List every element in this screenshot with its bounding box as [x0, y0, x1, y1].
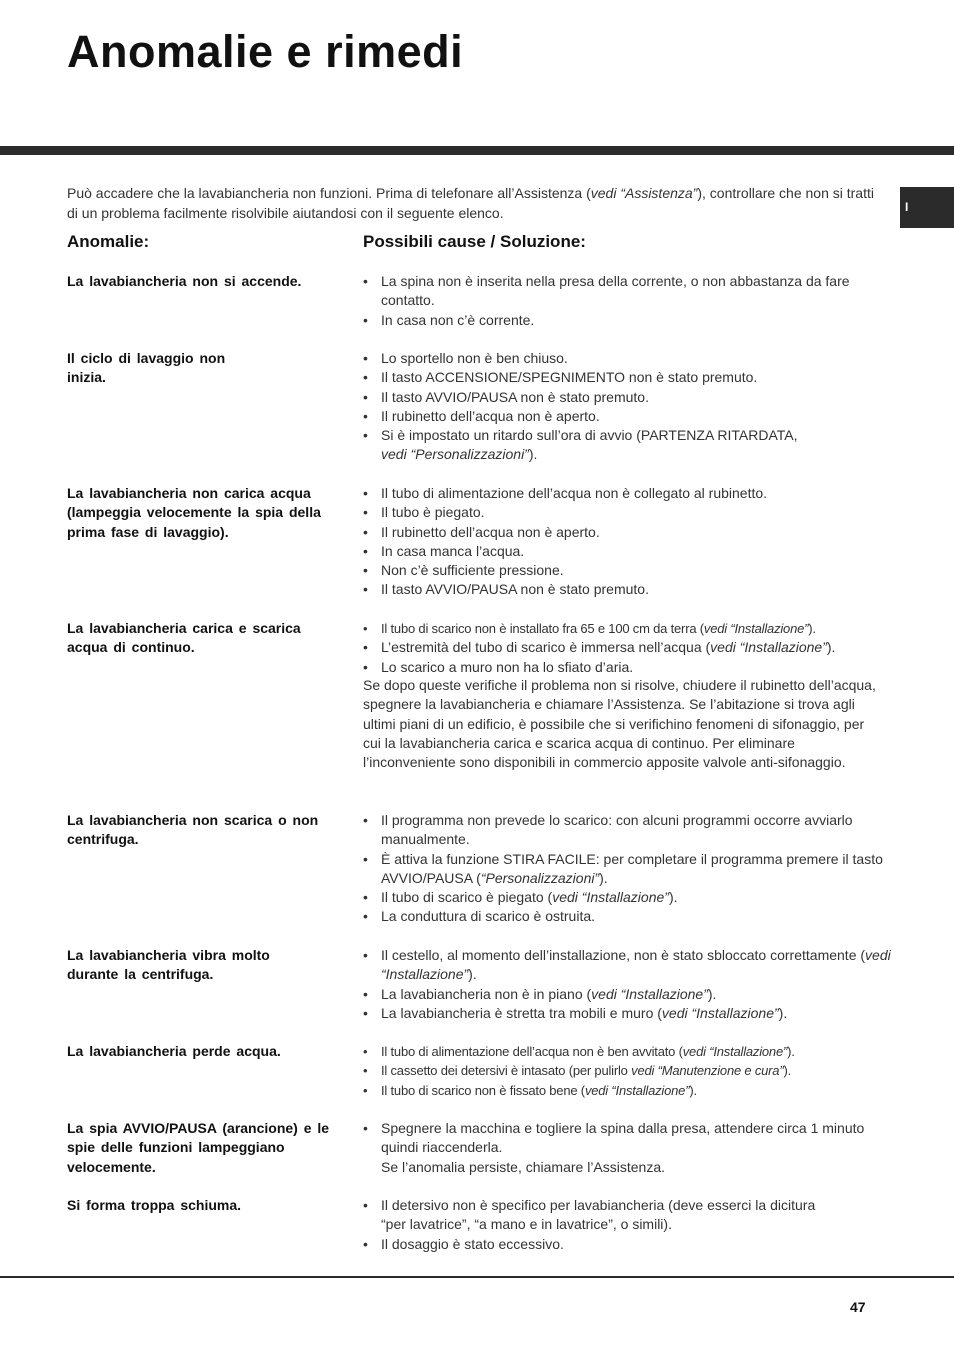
cause-reference: vedi “Installazione” — [381, 947, 891, 983]
causes-list — [363, 619, 893, 677]
cause-text: Spegnere la macchina e togliere la spina dalla presa, attendere circa 1 minuto quindi riaccenderla. — [381, 1120, 865, 1156]
anomaly-label: La lavabiancheria non carica acqua (lampeggia velocemente la spia della prima fase di lavaggio). — [67, 485, 321, 540]
cause-item: • Il tubo di alimentazione dell’acqua non è collegato al rubinetto. — [363, 484, 893, 503]
causes-list — [363, 1042, 893, 1100]
cause-tail: ). — [783, 1063, 792, 1079]
anomaly-label: La spia AVVIO/PAUSA (arancione) e le spie delle funzioni lampeggiano velocemente. — [67, 1120, 330, 1175]
anomaly-label: La lavabiancheria non scarica o non centrifuga. — [67, 812, 319, 848]
cause-reference: “Personalizzazioni” — [480, 869, 600, 886]
causes-list — [363, 484, 893, 600]
cause-tail: ). — [787, 1044, 795, 1059]
cause-item: • Il tubo è piegato. — [363, 503, 893, 522]
cause-tail: ). — [528, 446, 538, 463]
cause-item — [363, 888, 893, 907]
cause-text-followup: Se l’anomalia persiste, chiamare l’Assistenza. — [381, 1158, 666, 1175]
cause-item: • Il programma non prevede lo scarico: con alcuni programmi occorre avviarlo manualmente. — [363, 811, 893, 850]
cause-text: Il tubo di scarico è piegato ( — [381, 889, 553, 906]
cause-item: • In casa non c’è corrente. — [363, 311, 893, 330]
cause-tail: ). — [668, 889, 678, 906]
cause-reference: vedi “Installazione” — [682, 1044, 788, 1059]
cause-text: Il cassetto dei detersivi è intasato (per pulirlo — [381, 1063, 632, 1079]
intro-text: Può accadere che la lavabiancheria non funzioni. Prima di telefonare all’Assistenza ( — [67, 185, 591, 201]
cause-item — [363, 426, 893, 465]
language-tab: I — [900, 187, 954, 228]
cause-text: Si è impostato un ritardo sull’ora di avvio (PARTENZA RITARDATA, — [381, 427, 798, 444]
cause-item — [363, 1061, 893, 1080]
causes-heading: Possibili cause / Soluzione: — [363, 232, 586, 251]
anomaly-label: La lavabiancheria carica e scarica acqua di continuo. — [67, 620, 301, 656]
page-number: 47 — [850, 1299, 866, 1315]
cause-reference: vedi “Installazione” — [710, 639, 827, 656]
cause-reference: vedi “Manutenzione e cura” — [631, 1063, 784, 1079]
cause-item — [363, 985, 893, 1004]
cause-reference: vedi “Installazione” — [703, 621, 809, 636]
cause-item: • Non c’è sufficiente pressione. — [363, 561, 893, 580]
anomaly-label: La lavabiancheria non si accende. — [67, 273, 302, 289]
anomaly-label: Si forma troppa schiuma. — [67, 1197, 242, 1213]
cause-tail: ). — [707, 985, 717, 1002]
cause-item: • Il tasto AVVIO/PAUSA non è stato premuto. — [363, 580, 893, 599]
causes-list — [363, 946, 893, 1023]
anomaly-label: Il ciclo di lavaggio non inizia. — [67, 350, 226, 386]
cause-item — [363, 850, 893, 889]
intro-text-end: ), controllare che non si tratti di un problema facilmente risolvibile aiutandosi con il seguente elenco. — [67, 185, 874, 221]
cause-item: • Lo scarico a muro non ha lo sfiato d’aria. — [363, 658, 893, 677]
cause-reference: vedi “Installazione” — [591, 985, 708, 1002]
cause-item: • Il rubinetto dell’acqua non è aperto. — [363, 523, 893, 542]
cause-text: L’estremità del tubo di scarico è immersa nell’acqua ( — [381, 639, 711, 656]
anomalies-heading: Anomalie: — [67, 232, 150, 251]
bottom-divider — [0, 1276, 954, 1278]
top-divider — [0, 146, 954, 155]
intro-reference: vedi “Assistenza” — [590, 185, 698, 201]
causes-list — [363, 272, 893, 330]
causes-list — [363, 1119, 893, 1177]
cause-item: • Lo sportello non è ben chiuso. — [363, 349, 893, 368]
anomaly-label: La lavabiancheria vibra molto durante la centrifuga. — [67, 947, 270, 983]
cause-reference: vedi “Installazione” — [584, 1082, 690, 1098]
cause-item — [363, 638, 893, 657]
cause-item — [363, 1042, 893, 1061]
cause-reference: vedi “Installazione” — [661, 1004, 779, 1021]
intro-paragraph — [67, 184, 877, 223]
page-title: Anomalie e rimedi — [67, 26, 464, 77]
cause-item — [363, 1004, 893, 1023]
causes-list — [363, 1196, 843, 1254]
cause-item: • La spina non è inserita nella presa della corrente, o non abbastanza da fare contatto. — [363, 272, 893, 311]
cause-tail: ). — [826, 639, 836, 656]
cause-item — [363, 619, 893, 638]
cause-text: Il tubo di scarico non è fissato bene ( — [381, 1082, 585, 1098]
cause-text: La lavabiancheria è stretta tra mobili e muro ( — [381, 1004, 662, 1021]
causes-list — [363, 349, 893, 465]
cause-item: • Il rubinetto dell’acqua non è aperto. — [363, 407, 893, 426]
cause-text: Il cestello, al momento dell’installazione, non è stato sbloccato correttamente ( — [381, 947, 866, 963]
cause-item: • Il tasto ACCENSIONE/SPEGNIMENTO non è stato premuto. — [363, 368, 893, 387]
cause-item — [363, 1081, 893, 1100]
cause-tail: ). — [599, 869, 608, 886]
cause-item — [363, 1119, 893, 1177]
cause-tail: ). — [778, 1004, 788, 1021]
cause-tail: ). — [689, 1082, 697, 1098]
cause-text: Il tubo di alimentazione dell’acqua non è ben avvitato ( — [381, 1044, 683, 1059]
anomaly-label: La lavabiancheria perde acqua. — [67, 1043, 281, 1059]
cause-reference: vedi “Installazione” — [552, 889, 669, 906]
cause-tail: ). — [808, 621, 816, 636]
cause-item: • In casa manca l’acqua. — [363, 542, 893, 561]
cause-item — [363, 946, 893, 985]
cause-reference: vedi “Personalizzazioni” — [381, 446, 529, 463]
cause-tail: ). — [468, 966, 477, 983]
cause-text: La lavabiancheria non è in piano ( — [381, 985, 592, 1002]
cause-item: • Il dosaggio è stato eccessivo. — [363, 1235, 843, 1254]
causes-list — [363, 811, 893, 927]
cause-item: • La conduttura di scarico è ostruita. — [363, 907, 893, 926]
cause-text: È attiva la funzione STIRA FACILE: per completare il programma premere il tasto AVVIO/PAUSA ( — [381, 850, 883, 886]
cause-text: Il tubo di scarico non è installato fra 65 e 100 cm da terra ( — [381, 621, 704, 636]
cause-item: • Il tasto AVVIO/PAUSA non è stato premuto. — [363, 388, 893, 407]
cause-item: • Il detersivo non è specifico per lavabiancheria (deve esserci la dicitura “per lavatrice”, “a mano e in lavatrice”, o simili). — [363, 1196, 843, 1235]
siphon-note: Se dopo queste verifiche il problema non si risolve, chiudere il rubinetto dell’acqua, spegnere la lavabiancheria e chiamare l’Assistenza. Se l’abitazione si trova agli ultimi piani di un edificio, è possibile che si verifichino fenomeni di sifonaggio, per cui la lavabiancheria carica e scarica acqua di continuo. Per eliminare l’inconveniente sono disponibili in commercio apposite valvole anti-sifonaggio. — [363, 677, 876, 771]
